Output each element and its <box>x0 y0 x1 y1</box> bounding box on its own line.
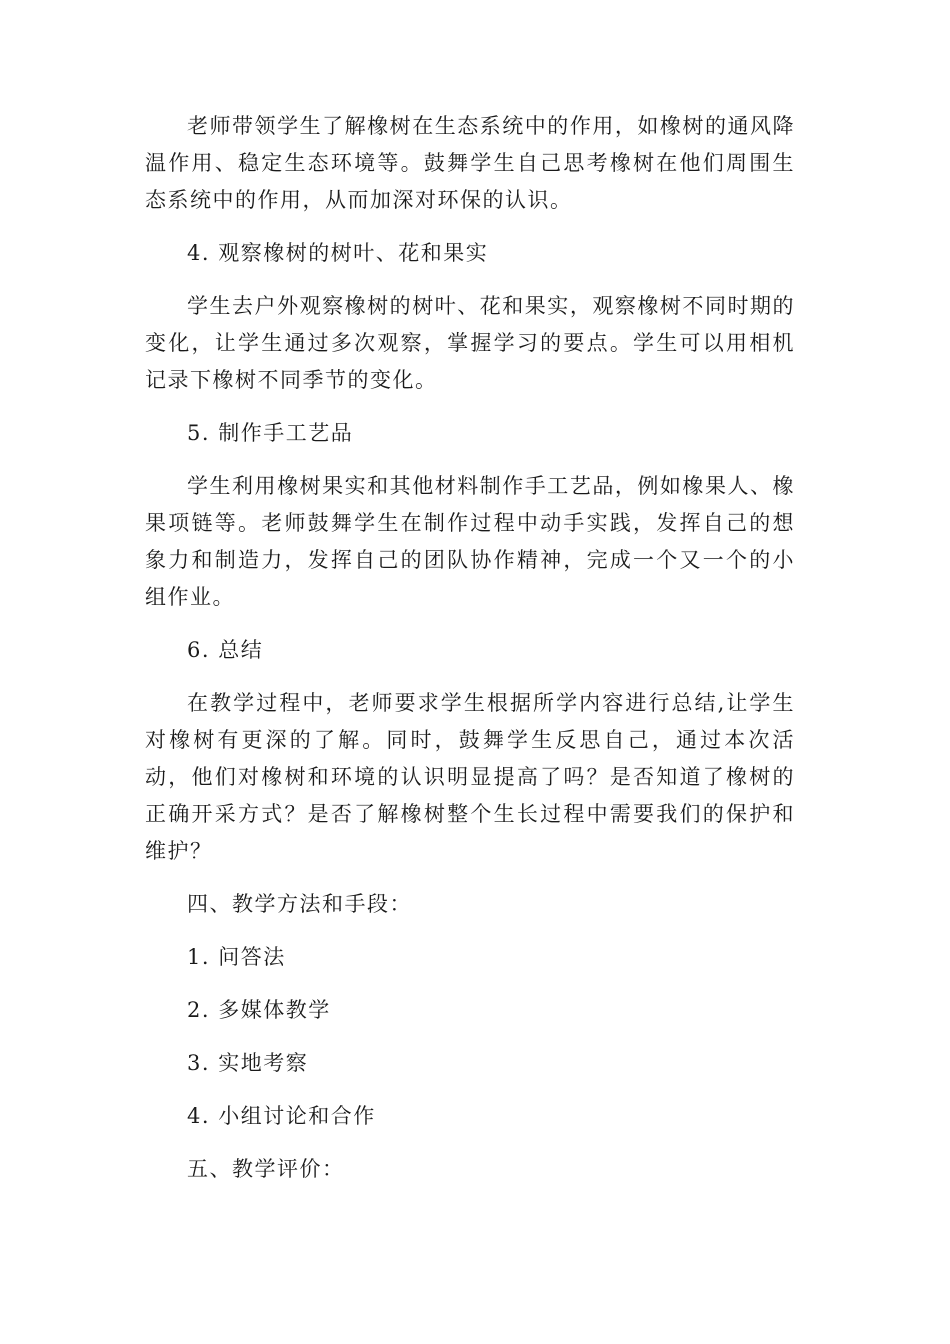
heading-observe-oak: 4. 观察橡树的树叶、花和果实 <box>187 241 489 265</box>
list-item-qa-method: 1. 问答法 <box>187 945 286 969</box>
paragraph-handicraft: 学生利用橡树果实和其他材料制作手工艺品，例如橡果人、橡果项链等。老师鼓舞学生在制作过程中动手实践，发挥自己的想象力和制造力，发挥自己的团队协作精神，完成一个又一个的小组作业。 <box>145 474 795 609</box>
paragraph-observe-oak: 学生去户外观察橡树的树叶、花和果实，观察橡树不同时期的变化，让学生通过多次观察，掌握学习的要点。学生可以用相机记录下橡树不同季节的变化。 <box>145 294 795 392</box>
list-item-field-study: 3. 实地考察 <box>187 1051 309 1075</box>
spacer <box>145 923 795 939</box>
spacer <box>145 1029 795 1045</box>
spacer <box>145 616 795 632</box>
spacer <box>145 272 795 288</box>
spacer <box>145 219 795 235</box>
spacer <box>145 399 795 415</box>
list-item-multimedia: 2. 多媒体教学 <box>187 998 331 1022</box>
paragraph-summary: 在教学过程中，老师要求学生根据所学内容进行总结,让学生对橡树有更深的了解。同时，鼓舞学生反思自己，通过本次活动，他们对橡树和环境的认识明显提高了吗？是否知道了橡树的正确开采方式？是否了解橡树整个生长过程中需要我们的保护和维护？ <box>145 691 795 863</box>
paragraph-ecosystem-role: 老师带领学生了解橡树在生态系统中的作用，如橡树的通风降温作用、稳定生态环境等。鼓舞学生自己思考橡树在他们周围生态系统中的作用，从而加深对环保的认识。 <box>145 114 795 212</box>
spacer <box>145 870 795 886</box>
heading-handicraft: 5. 制作手工艺品 <box>187 421 354 445</box>
spacer <box>145 669 795 685</box>
spacer <box>145 1082 795 1098</box>
heading-teaching-methods: 四、教学方法和手段： <box>187 892 412 916</box>
spacer <box>145 1135 795 1151</box>
spacer <box>145 976 795 992</box>
document-page <box>145 108 795 1188</box>
heading-summary: 6. 总结 <box>187 638 264 662</box>
spacer <box>145 452 795 468</box>
heading-teaching-evaluation: 五、教学评价： <box>187 1157 345 1181</box>
list-item-group-discussion: 4. 小组讨论和合作 <box>187 1104 376 1128</box>
